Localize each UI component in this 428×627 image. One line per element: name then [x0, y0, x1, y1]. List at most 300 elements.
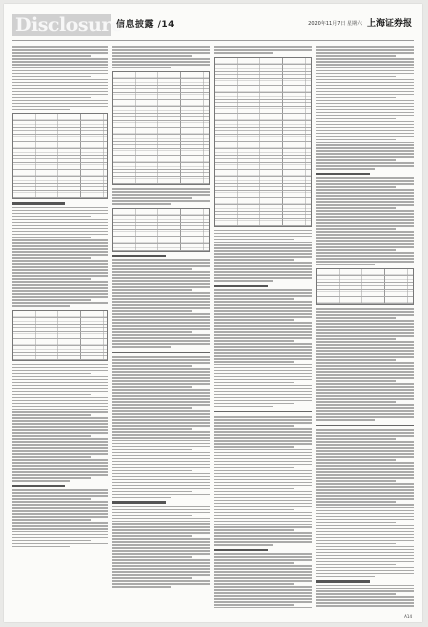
text-line: [12, 263, 108, 265]
text-line: [12, 237, 91, 239]
text-line: [112, 407, 192, 409]
table-row: [113, 177, 209, 184]
text-line: [112, 200, 210, 202]
text-line: [12, 423, 108, 425]
text-line: [316, 115, 414, 117]
text-line: [12, 293, 108, 295]
text-line: [316, 332, 414, 334]
table-cells: [13, 191, 107, 197]
text-line: [12, 471, 108, 473]
text-line: [12, 403, 108, 405]
text-line: [214, 544, 273, 546]
text-line: [316, 492, 414, 494]
text-line: [112, 583, 210, 585]
text-line: [112, 541, 210, 543]
text-line: [316, 368, 414, 370]
text-line: [316, 67, 414, 69]
table-row: [13, 184, 107, 191]
text-line: [316, 362, 414, 364]
text-line: [112, 428, 192, 430]
text-line: [214, 298, 294, 300]
text-line: [316, 264, 375, 266]
subheading-line: [214, 549, 268, 551]
table-row: [13, 311, 107, 318]
text-line: [316, 510, 414, 512]
text-line: [12, 91, 108, 93]
text-line: [112, 280, 210, 282]
text-line: [316, 605, 414, 607]
text-line: [12, 278, 91, 280]
text-line: [112, 568, 210, 570]
text-line: [112, 476, 210, 478]
table-row: [13, 339, 107, 346]
table-cells: [13, 311, 107, 317]
text-line: [214, 343, 312, 345]
text-line: [12, 58, 108, 60]
text-line: [316, 213, 414, 215]
text-line: [214, 242, 312, 244]
text-line: [112, 512, 210, 514]
text-line: [112, 529, 210, 531]
column-4: [316, 46, 414, 608]
text-line: [214, 253, 312, 255]
text-line: [316, 453, 414, 455]
text-line: [316, 590, 414, 592]
table-cells: [215, 58, 311, 64]
table-cells: [215, 79, 311, 85]
table-cells: [113, 128, 209, 134]
text-line: [112, 395, 210, 397]
text-line: [214, 589, 312, 591]
text-line: [316, 596, 414, 598]
text-line: [12, 519, 91, 521]
data-table: [112, 208, 210, 252]
text-line: [214, 388, 312, 390]
text-line: [12, 447, 108, 449]
text-line: [112, 571, 210, 573]
table-cells: [113, 216, 209, 222]
subheading-line: [12, 202, 65, 204]
text-line: [12, 260, 108, 262]
text-line: [214, 349, 312, 351]
text-line: [214, 601, 312, 603]
text-line: [112, 365, 192, 367]
subheading-line: [112, 255, 166, 257]
text-line: [12, 441, 108, 443]
text-line: [214, 331, 312, 333]
text-line: [112, 452, 210, 454]
text-line: [214, 301, 312, 303]
text-line: [316, 219, 414, 221]
text-line: [112, 422, 210, 424]
table-cells: [113, 114, 209, 120]
text-line: [214, 239, 294, 241]
text-line: [316, 133, 414, 135]
text-line: [112, 289, 192, 291]
text-line: [12, 213, 108, 215]
text-line: [12, 97, 91, 99]
text-line: [12, 269, 108, 271]
text-line: [112, 518, 210, 520]
text-line: [316, 401, 396, 403]
text-line: [214, 49, 312, 51]
text-line: [112, 334, 210, 336]
text-line: [316, 82, 414, 84]
text-line: [214, 307, 312, 309]
newspaper-page: [4, 4, 422, 622]
text-line: [214, 583, 294, 585]
text-line: [112, 259, 210, 261]
text-line: [316, 504, 414, 506]
table-cells: [215, 65, 311, 71]
text-line: [214, 446, 294, 448]
text-line: [316, 380, 396, 382]
text-line: [112, 410, 210, 412]
text-line: [112, 550, 210, 552]
text-line: [12, 385, 108, 387]
text-line: [214, 352, 312, 354]
text-line: [214, 355, 312, 357]
table-cells: [13, 142, 107, 148]
text-line: [12, 513, 108, 515]
text-line: [12, 67, 108, 69]
table-row: [113, 209, 209, 216]
text-line: [316, 165, 414, 167]
table-row: [215, 198, 311, 205]
text-line: [214, 607, 312, 608]
table-cells: [215, 107, 311, 113]
data-table: [12, 310, 108, 361]
text-line: [214, 292, 312, 294]
table-row: [215, 100, 311, 107]
text-line: [316, 371, 414, 373]
text-line: [316, 543, 396, 545]
text-line: [214, 367, 312, 369]
text-line: [316, 573, 414, 575]
text-line: [12, 417, 108, 419]
text-line: [12, 370, 108, 372]
text-line: [316, 112, 414, 114]
text-line: [316, 249, 396, 251]
text-line: [112, 64, 210, 66]
text-line: [214, 52, 273, 54]
text-line: [316, 413, 414, 415]
text-line: [12, 397, 108, 399]
text-line: [316, 97, 396, 99]
text-line: [214, 277, 312, 279]
text-line: [316, 407, 414, 409]
text-line: [12, 528, 108, 530]
text-line: [112, 488, 210, 490]
text-line: [316, 477, 414, 479]
text-line: [12, 498, 91, 500]
table-cells: [215, 100, 311, 106]
table-cells: [113, 86, 209, 92]
text-line: [112, 446, 210, 448]
text-line: [112, 325, 210, 327]
table-row: [13, 170, 107, 177]
text-line: [12, 210, 108, 212]
table-row: [113, 216, 209, 223]
text-line: [112, 265, 210, 267]
table-row: [215, 121, 311, 128]
table-row: [215, 135, 311, 142]
text-line: [316, 139, 396, 141]
text-line: [112, 404, 210, 406]
table-cells: [215, 212, 311, 218]
text-line: [214, 361, 294, 363]
table-cells: [13, 184, 107, 190]
text-line: [112, 553, 210, 555]
table-row: [13, 149, 107, 156]
text-line: [316, 150, 414, 152]
table-row: [113, 149, 209, 156]
text-line: [12, 85, 108, 87]
text-line: [214, 403, 294, 405]
text-line: [316, 314, 414, 316]
subheading-line: [12, 485, 65, 487]
text-line: [316, 168, 375, 170]
text-line: [12, 456, 91, 458]
text-line: [12, 546, 70, 548]
text-line: [214, 250, 312, 252]
text-line: [214, 458, 312, 460]
text-line: [316, 177, 414, 179]
table-cells: [13, 170, 107, 176]
text-line: [316, 127, 414, 129]
text-line: [316, 350, 414, 352]
text-line: [12, 55, 91, 57]
table-row: [13, 114, 107, 121]
table-cells: [215, 156, 311, 162]
text-line: [214, 488, 294, 490]
text-line: [214, 556, 312, 558]
text-line: [214, 592, 312, 594]
text-line: [316, 599, 414, 601]
table-row: [215, 205, 311, 212]
table-cells: [317, 297, 413, 303]
text-line: [316, 240, 414, 242]
text-line: [214, 259, 294, 261]
text-line: [112, 194, 210, 196]
text-line: [112, 286, 210, 288]
text-line: [12, 109, 70, 111]
text-line: [112, 271, 210, 273]
text-line: [316, 58, 414, 60]
text-line: [112, 532, 210, 534]
text-line: [214, 595, 312, 597]
text-line: [112, 319, 210, 321]
text-line: [214, 565, 312, 567]
table-row: [113, 223, 209, 230]
text-line: [12, 103, 108, 105]
text-line: [214, 532, 312, 534]
table-row: [215, 128, 311, 135]
table-row: [113, 156, 209, 163]
text-line: [112, 544, 210, 546]
table-row: [13, 332, 107, 339]
text-line: [214, 541, 312, 543]
text-line: [316, 462, 414, 464]
text-line: [112, 491, 192, 493]
text-line: [316, 136, 414, 138]
text-line: [12, 379, 108, 381]
text-line: [112, 482, 210, 484]
divider: [112, 352, 210, 353]
text-line: [112, 515, 192, 517]
text-line: [316, 88, 414, 90]
text-line: [214, 535, 312, 537]
text-line: [112, 188, 210, 190]
text-line: [112, 374, 210, 376]
text-line: [214, 515, 312, 517]
text-line: [214, 461, 312, 463]
text-line: [316, 531, 414, 533]
text-line: [12, 477, 91, 479]
text-line: [12, 373, 91, 375]
table-cells: [317, 276, 413, 282]
text-line: [12, 489, 108, 491]
text-line: [316, 85, 414, 87]
text-line: [316, 519, 414, 521]
table-row: [13, 325, 107, 332]
table-row: [113, 135, 209, 142]
text-line: [12, 64, 108, 66]
text-line: [12, 394, 91, 396]
text-line: [316, 186, 396, 188]
text-line: [214, 325, 312, 327]
table-row: [215, 107, 311, 114]
text-line: [12, 414, 91, 416]
table-row: [113, 114, 209, 121]
table-row: [13, 353, 107, 360]
table-row: [215, 156, 311, 163]
text-line: [316, 419, 375, 421]
text-line: [316, 534, 414, 536]
table-row: [215, 212, 311, 219]
issue-date: 2020年11月7日 星期六: [308, 21, 362, 27]
table-row: [215, 72, 311, 79]
text-line: [214, 289, 312, 291]
text-line: [214, 394, 312, 396]
text-line: [12, 94, 108, 96]
text-line: [214, 337, 312, 339]
text-line: [12, 272, 108, 274]
text-line: [112, 377, 210, 379]
text-line: [112, 304, 210, 306]
text-line: [12, 216, 91, 218]
table-cells: [113, 156, 209, 162]
text-line: [316, 561, 414, 563]
table-cells: [113, 230, 209, 236]
text-line: [12, 49, 108, 51]
text-line: [316, 159, 396, 161]
text-line: [316, 507, 414, 509]
table-row: [113, 107, 209, 114]
text-line: [12, 432, 108, 434]
text-line: [316, 489, 414, 491]
table-cells: [215, 170, 311, 176]
table-cells: [215, 114, 311, 120]
text-line: [12, 522, 108, 524]
table-cells: [215, 163, 311, 169]
text-line: [316, 228, 396, 230]
table-row: [215, 219, 311, 226]
text-line: [214, 316, 312, 318]
text-line: [316, 392, 414, 394]
text-line: [316, 468, 414, 470]
table-cells: [215, 191, 311, 197]
text-line: [112, 380, 210, 382]
text-line: [214, 586, 312, 588]
text-line: [214, 521, 312, 523]
text-line: [316, 558, 414, 560]
text-line: [112, 523, 210, 525]
text-line: [214, 274, 312, 276]
table-row: [113, 86, 209, 93]
text-line: [214, 464, 312, 466]
text-line: [214, 455, 312, 457]
text-line: [316, 395, 414, 397]
text-line: [316, 311, 414, 313]
table-cells: [215, 128, 311, 134]
text-line: [316, 79, 414, 81]
table-cells: [13, 318, 107, 324]
text-line: [214, 440, 312, 442]
text-line: [214, 538, 312, 540]
text-line: [214, 334, 312, 336]
page-number: A14: [404, 614, 412, 619]
table-cells: [113, 142, 209, 148]
text-line: [12, 537, 108, 539]
table-row: [317, 297, 413, 304]
text-line: [214, 568, 312, 570]
text-line: [12, 516, 108, 518]
table-row: [215, 114, 311, 121]
text-line: [12, 251, 108, 253]
text-line: [12, 495, 108, 497]
text-line: [214, 364, 312, 366]
table-row: [317, 276, 413, 283]
text-line: [12, 76, 91, 78]
text-line: [12, 302, 108, 304]
text-line: [316, 246, 414, 248]
table-cells: [317, 290, 413, 296]
text-line: [316, 252, 414, 254]
text-line: [112, 416, 210, 418]
text-line: [214, 434, 312, 436]
table-cells: [13, 128, 107, 134]
text-line: [214, 233, 312, 235]
text-line: [316, 522, 396, 524]
text-line: [316, 231, 414, 233]
text-line: [214, 265, 312, 267]
text-line: [214, 506, 312, 508]
table-cells: [13, 339, 107, 345]
text-line: [214, 604, 294, 606]
text-line: [112, 580, 210, 582]
table-row: [113, 121, 209, 128]
text-line: [112, 340, 210, 342]
table-cells: [215, 198, 311, 204]
text-line: [12, 254, 108, 256]
text-line: [12, 367, 108, 369]
text-line: [214, 500, 312, 502]
text-line: [112, 328, 210, 330]
text-line: [112, 506, 210, 508]
text-line: [12, 429, 108, 431]
text-line: [316, 144, 414, 146]
